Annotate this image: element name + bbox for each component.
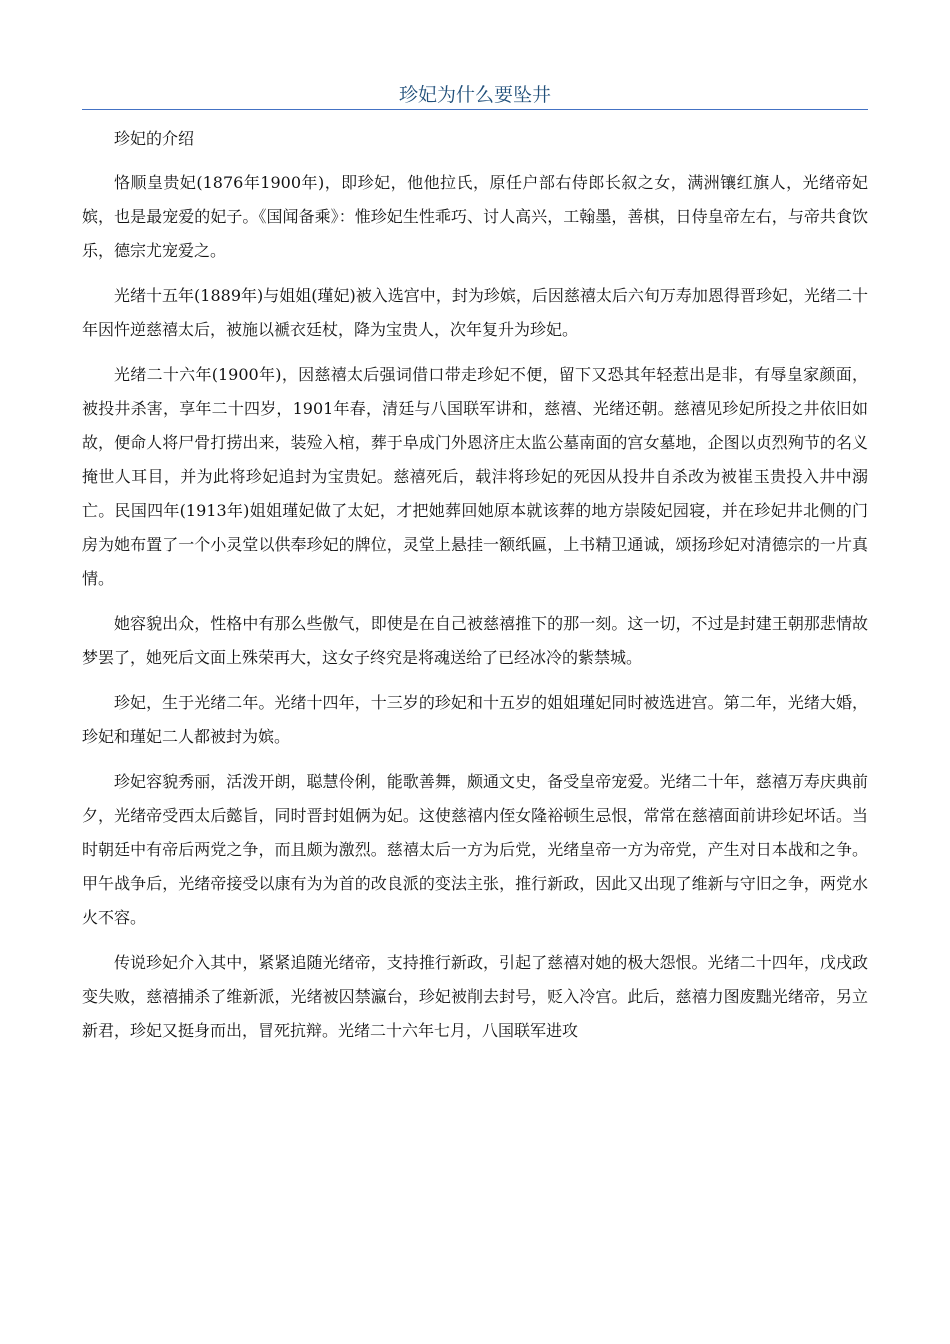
paragraph: 珍妃，生于光绪二年。光绪十四年，十三岁的珍妃和十五岁的姐姐瑾妃同时被选进宫。第二年，光绪大婚，珍妃和瑾妃二人都被封为嫔。	[82, 693, 868, 746]
paragraph: 恪顺皇贵妃(1876年1900年)，即珍妃，他他拉氏，原任户部右侍郎长叙之女，满洲镶红旗人，光绪帝妃嫔，也是最宠爱的妃子。《国闻备乘》：惟珍妃生性乖巧、讨人高兴，工翰墨，善棋，日侍皇帝左右，与帝共食饮乐，德宗尤宠爱之。	[82, 173, 868, 260]
paragraph: 光绪二十六年(1900年)，因慈禧太后强词借口带走珍妃不便，留下又恐其年轻惹出是非，有辱皇家颜面，被投井杀害，享年二十四岁，1901年春，清廷与八国联军讲和，慈禧、光绪还朝。慈禧见珍妃所投之井依旧如故，便命人将尸骨打捞出来，装殓入棺，葬于阜成门外恩济庄太监公墓南面的宫女墓地，企图以贞烈殉节的名义掩世人耳目，并为此将珍妃追封为宝贵妃。慈禧死后，载沣将珍妃的死因从投井自杀改为被崔玉贵投入井中溺亡。民国四年(1913年)姐姐瑾妃做了太妃，才把她葬回她原本就该葬的地方崇陵妃园寝，并在珍妃井北侧的门房为她布置了一个小灵堂以供奉珍妃的牌位，灵堂上悬挂一额纸匾，上书精卫通诚，颂扬珍妃对清德宗的一片真情。	[82, 365, 868, 588]
paragraph: 珍妃容貌秀丽，活泼开朗，聪慧伶俐，能歌善舞，颇通文史，备受皇帝宠爱。光绪二十年，慈禧万寿庆典前夕，光绪帝受西太后懿旨，同时晋封姐俩为妃。这使慈禧内侄女隆裕顿生忌恨，常常在慈禧面前讲珍妃坏话。当时朝廷中有帝后两党之争，而且颇为激烈。慈禧太后一方为后党，光绪皇帝一方为帝党，产生对日本战和之争。甲午战争后，光绪帝接受以康有为为首的改良派的变法主张，推行新政，因此又出现了维新与守旧之争，两党水火不容。	[82, 772, 868, 927]
title-underline	[82, 109, 868, 110]
section-heading: 珍妃的介绍	[114, 129, 195, 148]
paragraph: 传说珍妃介入其中，紧紧追随光绪帝，支持推行新政，引起了慈禧对她的极大怨恨。光绪二十四年，戊戌政变失败，慈禧捕杀了维新派，光绪被囚禁瀛台，珍妃被削去封号，贬入冷宫。此后，慈禧力图废黜光绪帝，另立新君，珍妃又挺身而出，冒死抗辩。光绪二十六年七月，八国联军进攻	[82, 953, 868, 1040]
document-body	[82, 122, 868, 1059]
paragraph: 她容貌出众，性格中有那么些傲气，即使是在自己被慈禧推下的那一刻。这一切，不过是封建王朝那悲情故梦罢了，她死后文面上殊荣再大，这女子终究是将魂送给了已经冰冷的紫禁城。	[82, 614, 868, 667]
paragraph: 光绪十五年(1889年)与姐姐(瑾妃)被入选宫中，封为珍嫔，后因慈禧太后六旬万寿加恩得晋珍妃，光绪二十年因忤逆慈禧太后，被施以褫衣廷杖，降为宝贵人，次年复升为珍妃。	[82, 286, 868, 339]
document-title: 珍妃为什么要坠井	[398, 84, 551, 106]
